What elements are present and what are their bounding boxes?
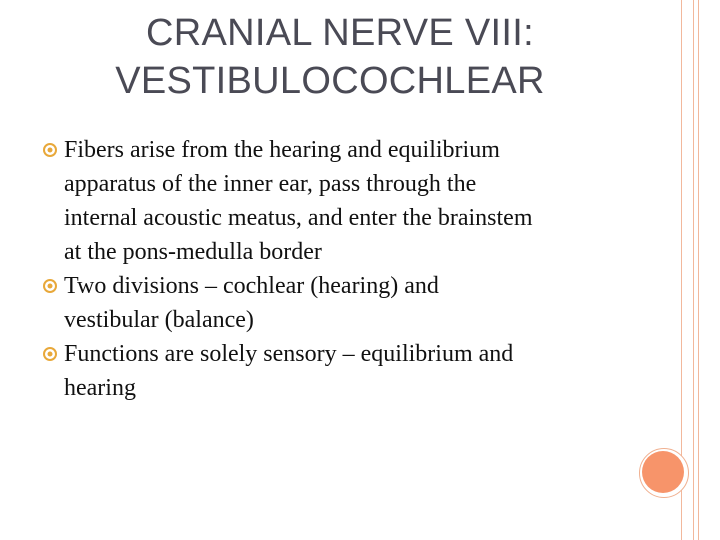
bullet-item [44,269,644,337]
bullet-list [44,133,644,405]
bullet-line: internal acoustic meatus, and enter the brainstem [64,205,533,231]
sun-bullet-icon [42,142,58,158]
bullet-item [44,337,644,405]
sun-bullet-icon [42,346,58,362]
bullet-line: vestibular (balance) [64,307,254,333]
bullet-line: Functions are solely sensory – equilibrium and [64,341,514,367]
decorative-circle [642,451,684,493]
decorative-rule [698,0,699,540]
bullet-line: hearing [64,375,136,401]
bullet-line: apparatus of the inner ear, pass through the [64,171,477,197]
slide-title-line-1: CRANIAL NERVE VIII: [146,12,534,54]
sun-bullet-icon [42,278,58,294]
bullet-line: Two divisions – cochlear (hearing) and [64,273,439,299]
slide-title-line-2: VESTIBULOCOCHLEAR [115,60,545,102]
decorative-rule [693,0,694,540]
bullet-line: Fibers arise from the hearing and equilibrium [64,137,500,163]
bullet-item [44,133,644,269]
bullet-line: at the pons-medulla border [64,239,322,265]
